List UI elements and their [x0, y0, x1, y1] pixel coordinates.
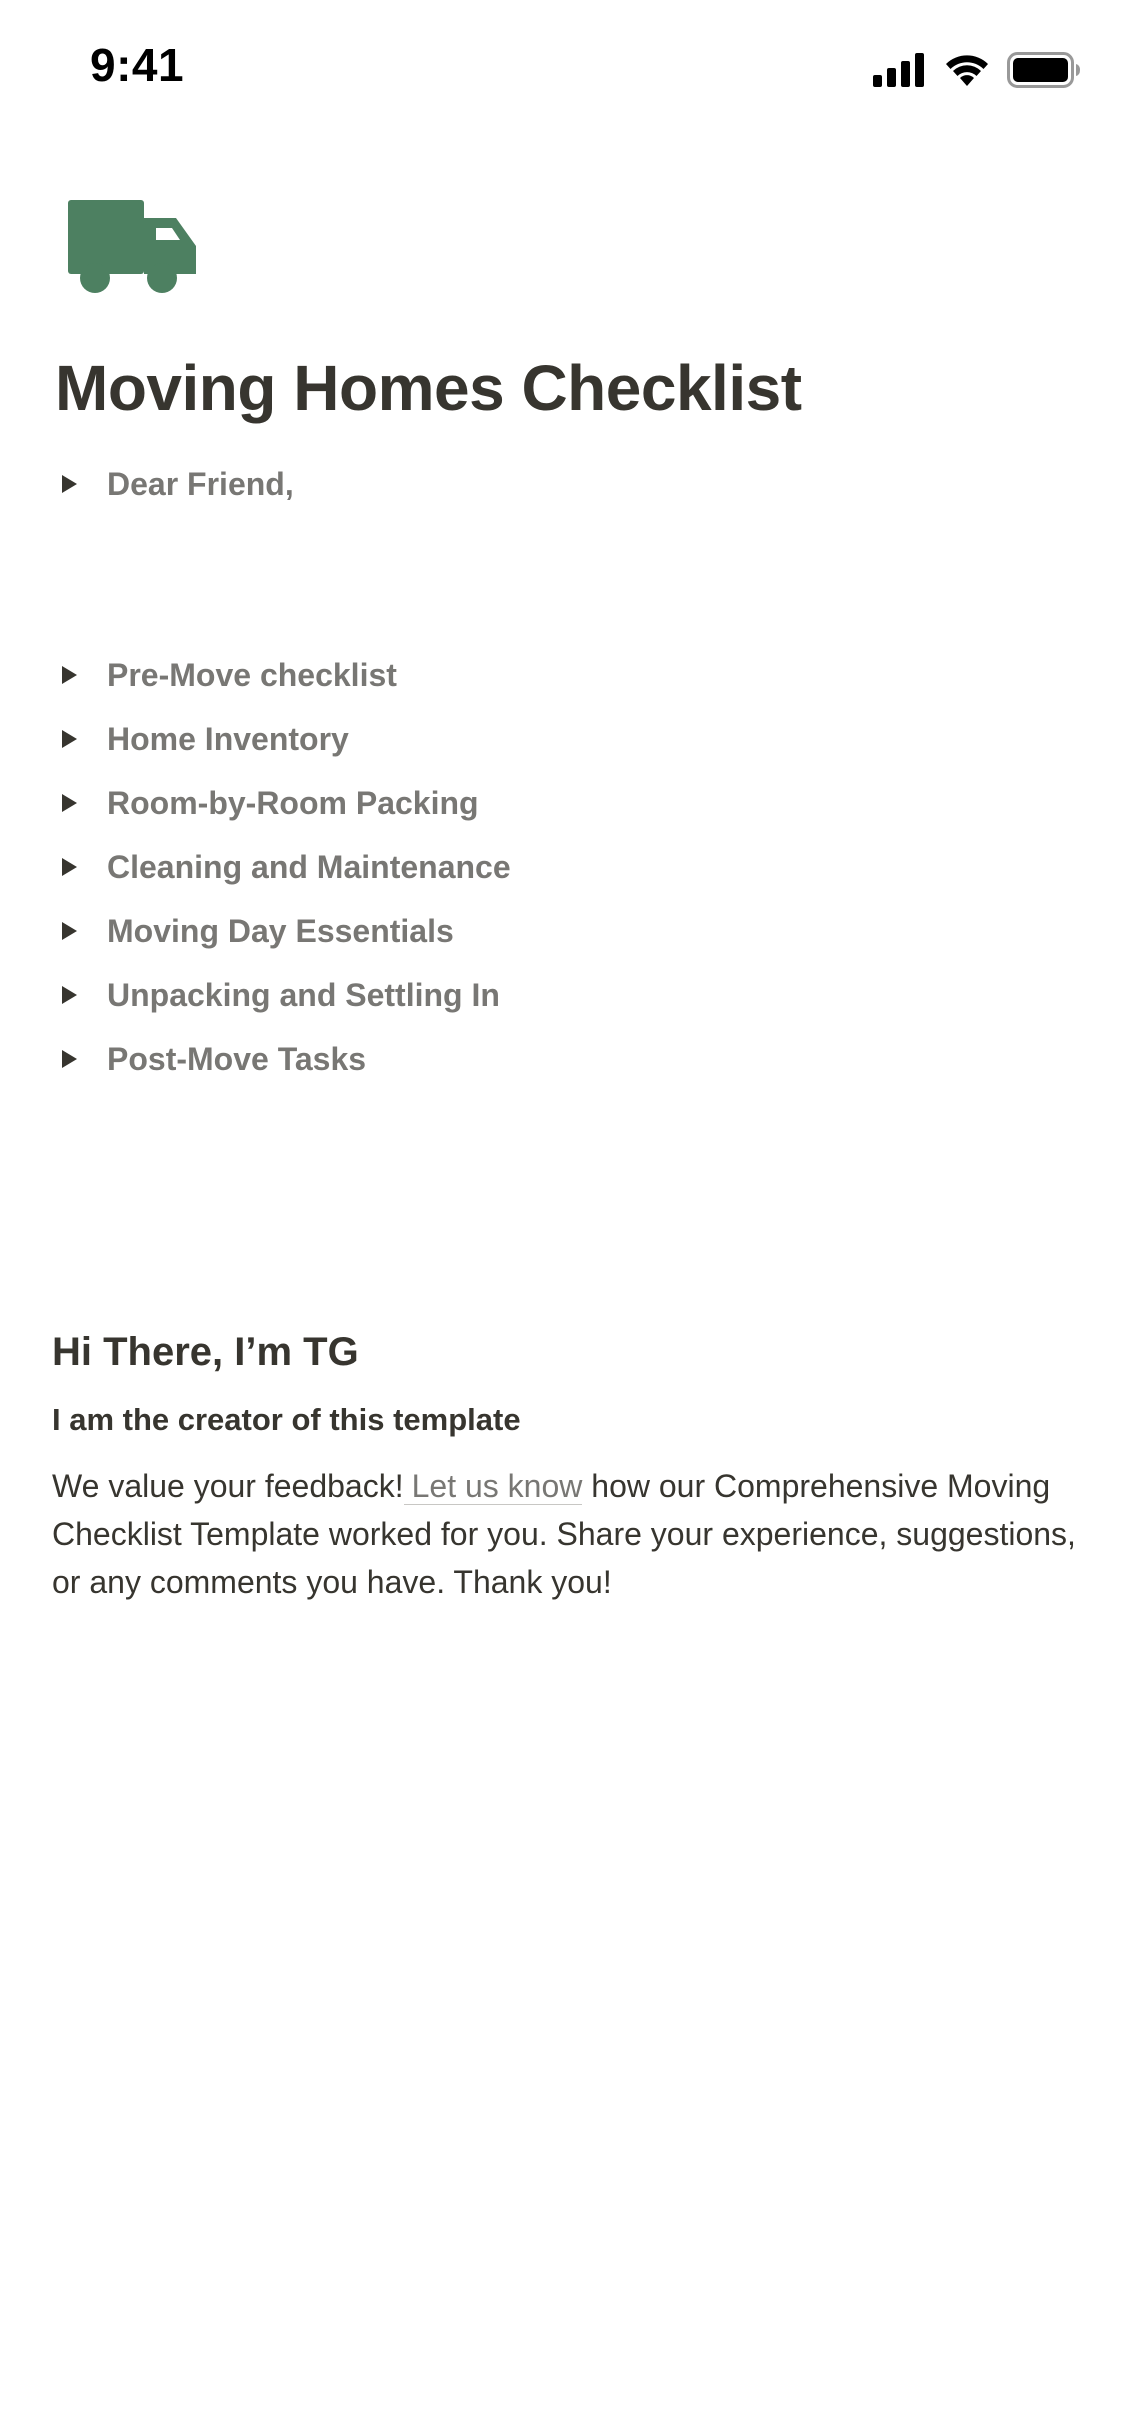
status-bar [0, 0, 1125, 135]
toggle-arrow-icon[interactable] [62, 1050, 77, 1068]
page-title: Moving Homes Checklist [55, 352, 802, 424]
toggle-label: Home Inventory [107, 720, 349, 757]
feedback-paragraph [52, 1462, 1102, 1606]
toggle-arrow-icon[interactable] [62, 475, 77, 493]
toggle-unpacking-and-settling-in[interactable] [62, 971, 500, 1019]
toggle-arrow-icon[interactable] [62, 922, 77, 940]
toggle-room-by-room-packing[interactable] [62, 779, 479, 827]
creator-heading: Hi There, I’m TG [52, 1330, 359, 1374]
toggle-label: Post-Move Tasks [107, 1040, 367, 1077]
cellular-signal-icon [873, 53, 927, 87]
feedback-text-after: how our Comprehensive Moving Checklist Template worked for you. Share your experience, suggestions, or any comments you have. Thank you! [52, 1468, 1076, 1600]
toggle-arrow-icon[interactable] [62, 666, 77, 684]
toggle-label: Moving Day Essentials [107, 912, 454, 949]
status-icons [873, 50, 1081, 90]
toggle-cleaning-and-maintenance[interactable] [62, 843, 511, 891]
toggle-pre-move-checklist[interactable] [62, 651, 397, 699]
toggle-home-inventory[interactable] [62, 715, 349, 763]
toggle-label: Pre-Move checklist [107, 656, 397, 693]
toggle-arrow-icon[interactable] [62, 858, 77, 876]
toggle-arrow-icon[interactable] [62, 986, 77, 1004]
feedback-text-before: We value your feedback! [52, 1468, 404, 1504]
toggle-label: Cleaning and Maintenance [107, 848, 511, 885]
toggle-label: Dear Friend, [107, 465, 294, 502]
wifi-icon [943, 52, 991, 88]
battery-icon [1007, 52, 1081, 88]
creator-subheading: I am the creator of this template [52, 1402, 521, 1437]
status-time: 9:41 [90, 39, 185, 91]
toggle-post-move-tasks[interactable] [62, 1035, 366, 1083]
toggle-arrow-icon[interactable] [62, 730, 77, 748]
toggle-label: Room-by-Room Packing [107, 784, 479, 821]
toggle-dear-friend[interactable] [62, 460, 294, 508]
truck-icon [66, 198, 198, 300]
toggle-arrow-icon[interactable] [62, 794, 77, 812]
toggle-label: Unpacking and Settling In [107, 976, 500, 1013]
let-us-know-link[interactable]: Let us know [404, 1468, 583, 1505]
toggle-moving-day-essentials[interactable] [62, 907, 454, 955]
